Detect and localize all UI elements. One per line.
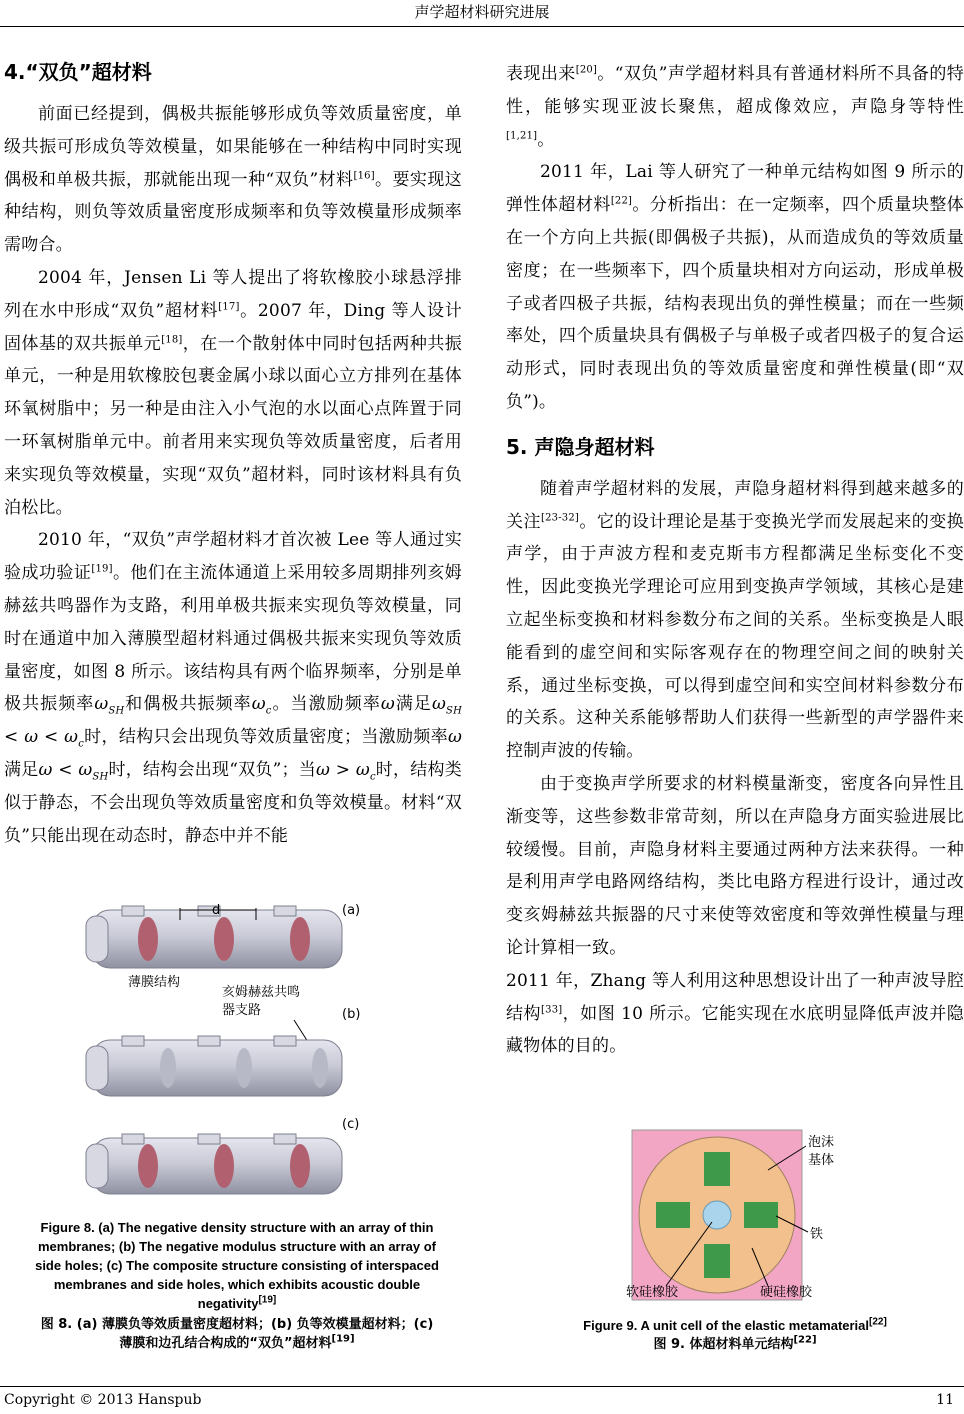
lt: < <box>4 727 19 748</box>
omega: ω <box>316 759 331 780</box>
text-run: 时，结构会出现“双负”；当 <box>108 759 317 780</box>
iron-mass <box>704 1244 730 1278</box>
omega: ω <box>38 759 53 780</box>
omega-sh-symbol <box>94 694 125 717</box>
omega: ω <box>24 727 39 748</box>
caption-text: 图 9. 体超材料单元结构 <box>653 1337 794 1352</box>
inequality-3 <box>316 759 376 783</box>
citation: [18] <box>161 333 183 345</box>
paragraph-zhang-2011 <box>506 965 964 1063</box>
text-run: 2011 年，Zhang 等人利用这种思想设计出了一种声波导腔结构 <box>506 970 964 1024</box>
citation: [17] <box>218 301 240 313</box>
iron-mass <box>704 1152 730 1186</box>
label-membrane: 薄膜结构 <box>128 975 181 990</box>
figure-9-illustration <box>506 1128 964 1304</box>
text-run: 和偶极共振频率 <box>124 694 252 715</box>
text-run: 。他们在主流体通道上采用较多周期排列亥姆赫兹共鸣器作为支路，利用单极共振来实现负等效模量，同时在通道中加入薄膜型超材料通过偶极共振来实现负等效质量密度，如图 8 所示。该结构具有两个临界频率，分别是单极共振频率 <box>4 563 463 715</box>
omega-symbol: ω <box>380 694 395 715</box>
text-run: ，如图 10 所示。它能实现在水底明显降低声波并隐藏物体的目的。 <box>506 1003 964 1057</box>
figure-9 <box>506 1128 964 1354</box>
iron-mass <box>656 1202 690 1228</box>
citation: [19] <box>331 1333 355 1345</box>
paragraph-cloaking-intro <box>506 473 964 768</box>
citation: [22] <box>793 1334 817 1346</box>
figure-9-caption-en <box>506 1316 964 1335</box>
text-run: 2010 年，“双负”声学超材料才首次被 Lee 等人通过实验成功验证 <box>4 530 462 584</box>
subscript: SH <box>92 771 109 783</box>
citation: [19] <box>91 563 113 575</box>
text-run: 。 <box>537 129 555 150</box>
membrane <box>138 1144 158 1188</box>
text-run: 时，结构类似于静态，不会出现负等效质量密度和负等效模量。材料“双负”只能出现在动态时，静态中并不能 <box>4 759 463 846</box>
paragraph-cloaking-methods <box>506 768 964 965</box>
membrane <box>138 917 158 961</box>
citation: [22] <box>610 195 633 207</box>
running-title: 声学超材料研究进展 <box>414 3 550 21</box>
omega: ω <box>355 759 370 780</box>
inequality-2 <box>38 759 109 783</box>
label-foam-1: 泡沫 <box>808 1135 835 1150</box>
text-run: 由于变换声学所要求的材料模量渐变，密度各向异性且渐变等，这些参数非常苛刻，所以在声隐身方面实验进展比较缓慢。目前，声隐身材料主要通过两种方法来获得。一种是利用声学电路网络结构，类比电路方程进行设计，通过改变亥姆赫兹共振器的尺寸来使等效密度和等效弹性模量与理论计算相一致。 <box>506 773 964 958</box>
copyright: Copyright © 2013 Hanspub <box>4 1392 202 1408</box>
membrane <box>214 917 234 961</box>
omega: ω <box>431 694 447 715</box>
subscript: c <box>369 771 376 783</box>
pipe-a <box>86 903 360 1018</box>
citation: [1,21] <box>506 129 538 141</box>
omega: ω <box>251 694 266 715</box>
text-run: 满足 <box>394 694 432 715</box>
text-run: 。当激励频率 <box>271 694 381 715</box>
label-iron: 铁 <box>810 1227 824 1242</box>
text-run: ，在一个散射体中同时包括两种共振单元，一种是用软橡胶包裹金属小球以面心立方排列在基体环氧树脂中；另一种是由注入小气泡的水以面心点阵置于同一环氧树脂单元中。前者用来实现负等效质量密度，后者用来实现负等效模量，实现“双负”超材料，同时该材料具有负泊松比。 <box>4 333 462 518</box>
text-run: 。“双负”声学超材料具有普通材料所不具备的特性，能够实现亚波长聚焦，超成像效应，声隐身等特性 <box>506 64 964 117</box>
right-column <box>506 58 964 1063</box>
label-b: (b) <box>342 1007 361 1022</box>
subscript: SH <box>108 705 125 717</box>
caption-line: 图 8. (a) 薄膜负等效质量密度超材料；(b) 负等效模量超材料；(c) <box>40 1317 434 1332</box>
membrane <box>290 1144 310 1188</box>
caption-text: Figure 9. A unit cell of the elastic metamaterial <box>583 1318 870 1333</box>
caption-line: membranes and side holes, which exhibits acoustic double <box>53 1277 421 1292</box>
lt: < <box>58 759 73 780</box>
pipe-c <box>86 1117 359 1194</box>
pipe-b <box>86 1007 360 1096</box>
text-run: 表现出来 <box>506 64 576 84</box>
text-run: 时，结构只会出现负等效质量密度；当激励频率 <box>84 727 448 748</box>
paragraph-jensen-li <box>4 262 462 524</box>
paragraph-lee-2010 <box>4 524 462 852</box>
text-run: 2004 年，Jensen Li 等人提出了将软橡胶小球悬浮排列在水中形成“双负”超材料 <box>4 267 462 321</box>
caption-line <box>8 1334 466 1353</box>
caption-line: Figure 8. (a) The negative density structure with an array of thin <box>40 1220 434 1235</box>
text-run: 随着声学超材料的发展，声隐身超材料得到越来越多的关注 <box>506 478 964 532</box>
label-foam-2: 基体 <box>808 1153 835 1168</box>
paragraph-double-negative-intro <box>4 98 462 262</box>
citation: [19] <box>258 1294 277 1306</box>
figure-8 <box>8 890 466 1353</box>
omega: ω <box>94 694 109 715</box>
text-run: 满足 <box>4 759 39 780</box>
paragraph-lai-2011 <box>506 156 964 418</box>
label-d: d <box>212 903 221 918</box>
text-run: 。2007 年，Ding 等人设计固体基的双共振单元 <box>4 300 462 354</box>
label-soft-rubber: 软硅橡胶 <box>626 1285 679 1300</box>
label-helmholtz-1: 亥姆赫兹共鸣 <box>222 985 301 1000</box>
subscript: SH <box>446 705 463 717</box>
caption-line: side holes; (c) The composite structure consisting of interspaced <box>35 1258 439 1273</box>
subscript: c <box>265 705 272 717</box>
citation: [23-32] <box>541 511 580 523</box>
citation: [20] <box>575 64 598 76</box>
label-helmholtz-2: 器支路 <box>222 1003 262 1018</box>
section-5-title: 5. 声隐身超材料 <box>506 434 655 459</box>
citation: [16] <box>353 169 375 181</box>
label-c: (c) <box>342 1117 360 1132</box>
citation: [33] <box>541 1003 563 1015</box>
figure-9-caption-zh <box>506 1335 964 1354</box>
figure-8-caption-en <box>8 1218 466 1313</box>
text-run: 前面已经提到，偶极共振能够形成负等效质量密度，单级共振可形成负等效模量，如果能够在一种结构中同时实现偶极和单极共振，那就能出现一种“双负”材料 <box>4 104 462 190</box>
soft-rubber-core <box>703 1201 731 1229</box>
caption-text: negativity <box>197 1296 259 1311</box>
caption-text: 薄膜和边孔结合构成的“双负”超材料 <box>119 1336 332 1351</box>
header-rule <box>0 26 964 27</box>
citation: [22] <box>869 1316 887 1328</box>
section-4-title: 4.“双负”超材料 <box>4 60 152 84</box>
page-number: 11 <box>936 1392 954 1408</box>
text-run: 。要实现这种结构，则负等效质量密度形成频率和负等效模量形成频率需吻合。 <box>4 169 462 256</box>
figure-8-illustration <box>8 890 466 1200</box>
paragraph-continued <box>506 58 964 156</box>
lt: < <box>43 727 59 748</box>
label-a: (a) <box>342 903 361 918</box>
footer-rule <box>0 1386 964 1387</box>
caption-line <box>8 1294 466 1313</box>
text-run: 2011 年，Lai 等人研究了一种单元结构如图 9 所示的弹性体超材料 <box>506 162 964 216</box>
membrane <box>290 917 310 961</box>
omega-symbol: ω <box>447 727 463 748</box>
figure-8-caption-zh <box>8 1315 466 1353</box>
omega-c-symbol <box>251 694 272 717</box>
caption-line: membranes; (b) The negative modulus structure with an array of <box>37 1239 437 1254</box>
text-run: 。它的设计理论是基于变换光学而发展起来的变换声学，由于声波方程和麦克斯韦方程都满足坐标变化不变性，因此变换光学理论可应用到变换声学领域，其核心是建立起坐标变换和材料参数分布之间的关系。坐标变换是人眼能看到的虚空间和实际客观存在的物理空间之间的映射关系，通过坐标变换，可以得到虚空间和实空间材料参数分布的关系。这种关系能够帮助人们获得一些新型的声学器件来控制声波的传输。 <box>506 511 964 762</box>
text-run: 。分析指出：在一定频率，四个质量块整体在一个方向上共振(即偶极子共振)，从而造成负的等效质量密度；在一些频率下，四个质量块相对方向运动，形成单极子或者四极子共振，结构表现出负的弹性模量；而在一些频率处，四个质量块具有偶极子与单极子或者四极子的复合运动形式，同时表现出负的等效质量密度和弹性模量(即“双负”)。 <box>506 195 964 412</box>
iron-mass <box>744 1202 778 1228</box>
label-hard-rubber: 硬硅橡胶 <box>760 1285 813 1300</box>
subscript: c <box>78 738 85 750</box>
gt: > <box>335 759 351 780</box>
omega: ω <box>64 727 79 748</box>
left-column <box>4 58 462 852</box>
membrane <box>214 1144 234 1188</box>
omega: ω <box>78 759 93 780</box>
